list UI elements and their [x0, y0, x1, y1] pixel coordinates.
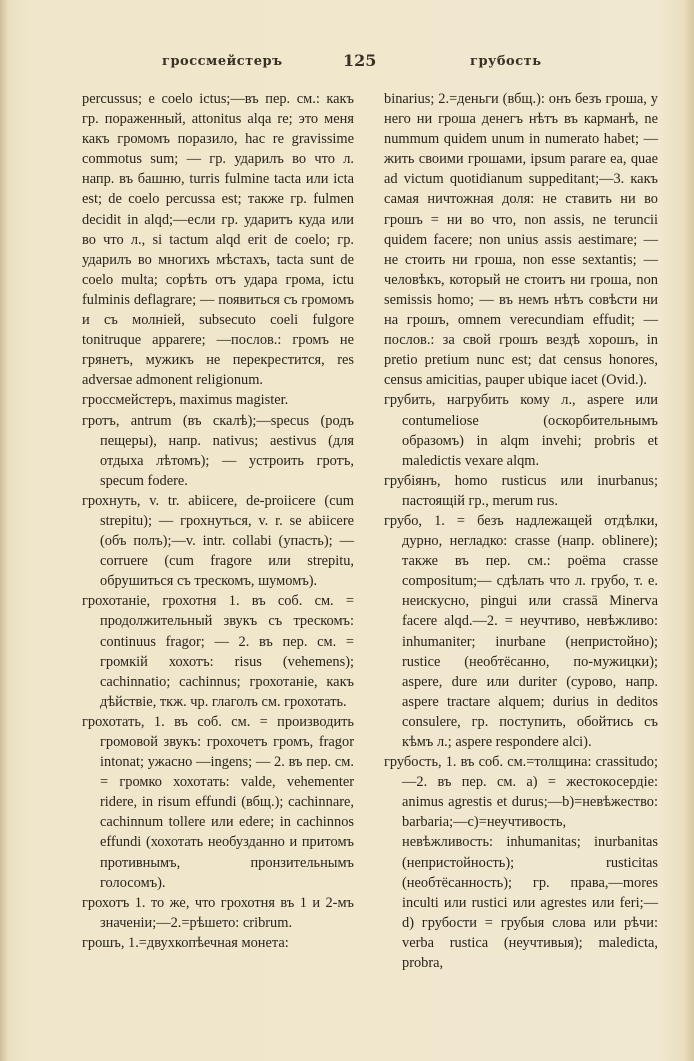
- right-column: [384, 89, 658, 973]
- page-edge-shadow: [684, 0, 694, 1061]
- entry-grokhot: грохотъ 1. то же, что грохотня въ 1 и 2-мъ значеніи;—2.=рѣшето: cribrum.: [82, 894, 354, 931]
- page-number: 125: [343, 51, 377, 70]
- entry-grubost: грубость, 1. въ соб. см.=толщина: crassitudo;—2. въ пер. см. а) = жестокосердіе: animus agrestis et durus;—b)=невѣжество: barbaria;—с)=неучтивость, невѣжливость: inhumanitas; inurbanitas (непристойность); rusticitas (необтёсанность); гр. права,—mores inculti или rustici или agrestes или feri;—d) грубости = грубыя слова или рѣчи: verba rustica (неучтивыя); maledicta, probra,: [384, 754, 658, 972]
- entry-grubo: грубо, 1. = безъ надлежащей отдѣлки, дурно, негладко: crasse (напр. oblinere); также въ пер. см.: poëma crasse compositum;— сдѣлать что л. грубо, т. е. неискусно, pingui или crassā Minerva facere alqd.—2. = неучтиво, невѣжливо: inhumaniter; inurbane (непристойно); rustice (необтёсанно, по-мужицки); aspere, dure или duriter (сурово, напр. aspere tractare alquem; durius in deditos consulere, гр. поступить, обойтись съ кѣмъ л.; aspere respondere alci).: [384, 512, 658, 750]
- entry-grossmeister: гроссмейстеръ, maximus magister.: [82, 392, 289, 409]
- entry-continuation: percussus; e coelo ictus;—въ пер. см.: какъ гр. пораженный, attonitus alqa re; это меня какъ громомъ поразило, hac re gravissime commotus sum; — гр. ударилъ во что л. напр. въ башню, turris fulmine tacta или icta est; de coelo percussa est; также гр. fulmen decidit in alqd;—если гр. ударитъ куда или во что л., si tactum alqd erit de coelo; гр. ударилъ во многихъ мѣстахъ, tacta sunt de coelo multa; сорѣть отъ удара грома, ictu fulminis deflagrare; — появиться съ громомъ и съ молніей, subsecuto coeli fulgore tonitruque apparere; —послов.: громъ не грянетъ, мужикъ не перекрестится, res adversae admonent religionum.: [82, 91, 354, 389]
- left-column: [82, 89, 354, 953]
- entry-grokhotanie: грохотаніе, грохотня 1. въ соб. см. = продолжительный звукъ съ трескомъ: continuus fragor; — 2. въ пер. см. = громкій хохотъ: risus (vehemens); cachinnatio; cachinnus; грохотаніе, какъ дѣйствіе, ткж. чр. глаголъ см. грохотать.: [82, 593, 354, 710]
- entry-grosh-continuation: binarius; 2.=деньги (вбщ.): онъ безъ гроша, у него ни гроша денегъ нѣтъ въ карманѣ, ne nummum quidem unum in numerato habet; — жить своими грошами, ipsum parare ea, quae ad victum quotidianum suppeditant;—3. какъ самая ничтожная доля: не ставить ни во грошъ = ни во что, non assis, ne teruncii quidem facere; non unius assis aestimare; — не стоить ни гроша, non esse sextantis; — человѣкъ, который не стоитъ ни гроша, non semissis homo; — въ немъ нѣтъ совѣсти ни на грошъ, omnem verecundiam effudit; — послов.: за свой грошъ вездѣ хорошъ, in pretio pretium nunc est; dat census honores, census amicitias, pauper ubique iacet (Ovid.).: [384, 91, 658, 389]
- page-fold-shadow: [0, 0, 8, 1061]
- entry-grosh: грошъ, 1.=двухкопѣечная монета:: [82, 934, 289, 951]
- entry-grot: гротъ, antrum (въ скалѣ);—specus (родъ пещеры), напр. nativus; aestivus (для отдыха лѣтомъ); — устроить гротъ, specum fodere.: [82, 412, 354, 489]
- right-headword: грубость: [470, 54, 542, 69]
- entry-grokhotat: грохотать, 1. въ соб. см. = производить громовой звукъ: грохочетъ громъ, fragor intonat; ужасно —ingens; — 2. въ пер. см. = громко хохотать: valde, vehementer ridere, in risum effundi (вбщ.); cachinnare, cachinnum tollere или edere; in cachinnos effundi (хохотать необузданно и притомъ противнымъ, пронзительнымъ голосомъ).: [82, 713, 354, 891]
- entry-grubiyan: грубіянъ, homo rusticus или inurbanus; пастоящій гр., merum rus.: [384, 472, 658, 509]
- entry-grubit: грубить, нагрубить кому л., aspere или contumeliose (оскорбительнымъ образомъ) in alqm invehi; probris et maledictis vexare alqm.: [384, 392, 658, 469]
- running-header: [0, 51, 694, 78]
- left-headword: гроссмейстеръ: [162, 54, 283, 69]
- entry-grokhnut: грохнуть, v. tr. abiicere, de-proiicere (cum strepitu); — грохнуться, v. r. se abiicere (объ полъ);—v. intr. collabi (упасть); — corruere (cum fragore или strepitu, обрушиться съ трескомъ, шумомъ).: [82, 492, 354, 590]
